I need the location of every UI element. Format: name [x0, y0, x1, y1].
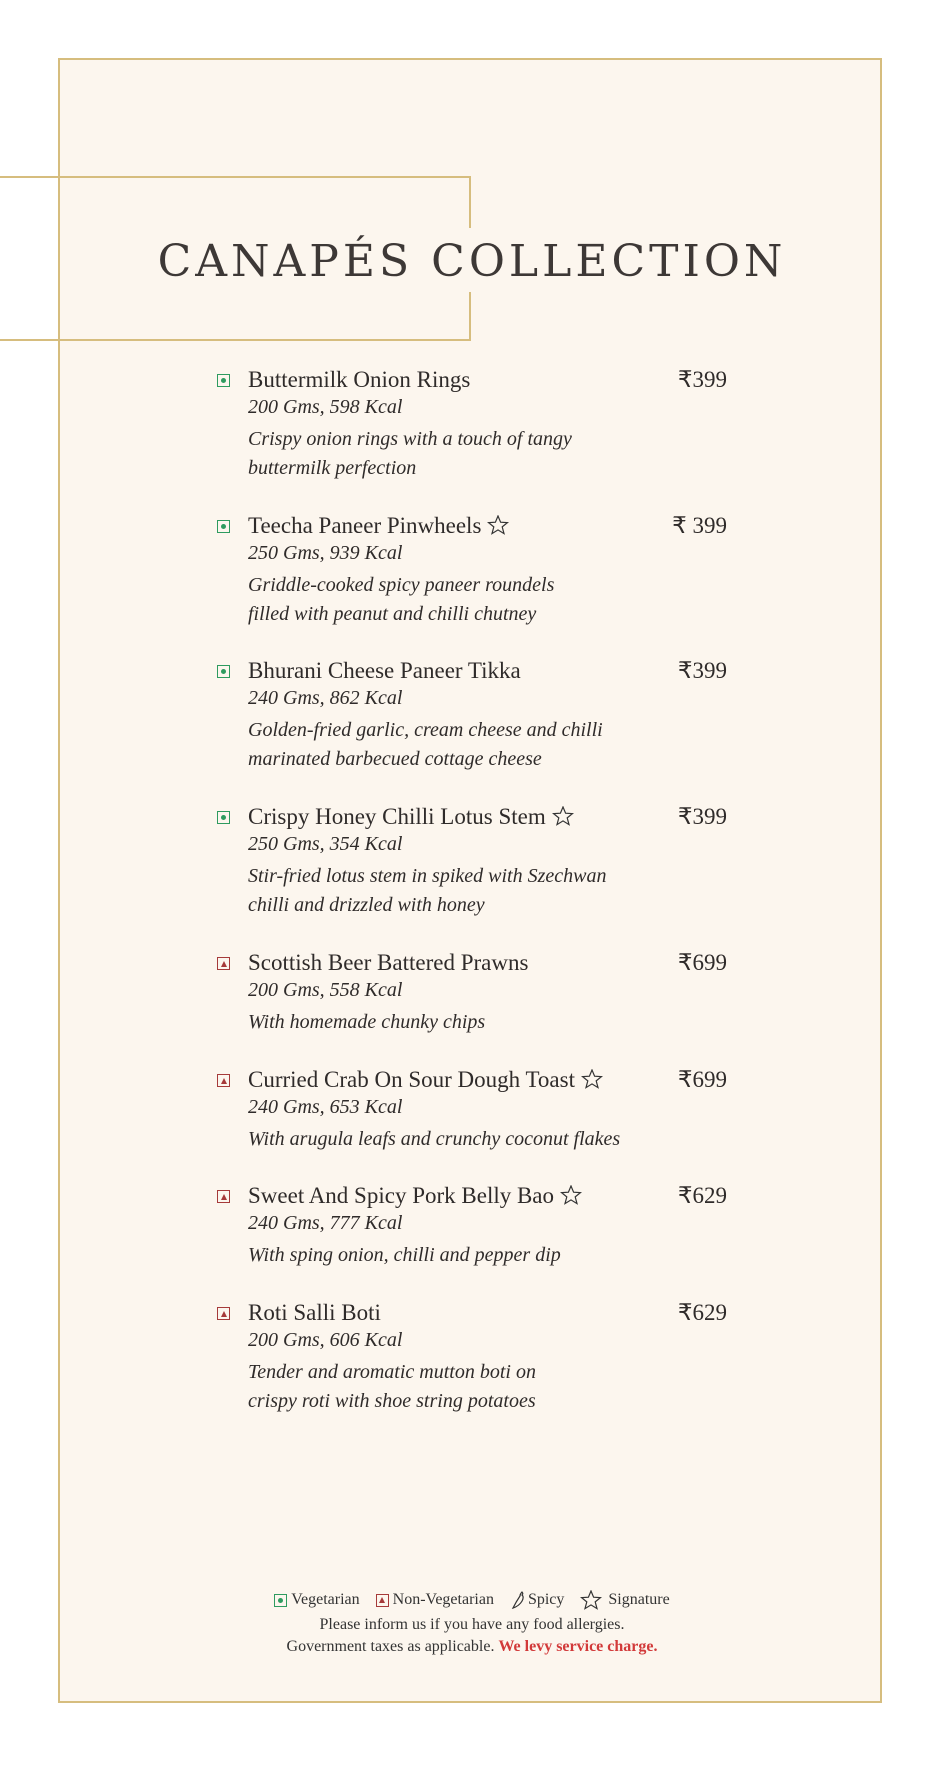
item-description-line-1: Crispy onion rings with a touch of tangy: [248, 428, 572, 450]
legend: [0, 1590, 944, 1656]
item-weight-calories: 200 Gms, 606 Kcal: [248, 1329, 403, 1351]
item-description: [248, 716, 603, 774]
item-weight-calories: 240 Gms, 862 Kcal: [248, 687, 403, 709]
item-price: ₹699: [677, 950, 727, 975]
item-description-line-1: With homemade chunky chips: [248, 1011, 486, 1033]
item-name: [248, 1067, 603, 1093]
allergy-note: Please inform us if you have any food allergies.: [319, 1616, 625, 1633]
item-description: [248, 862, 606, 920]
veg-dot-icon: [217, 811, 230, 824]
item-name: [248, 804, 574, 830]
star-outline-icon: [580, 1590, 602, 1610]
item-price: ₹629: [677, 1300, 727, 1325]
item-name-text: Scottish Beer Battered Prawns: [248, 950, 529, 975]
veg-dot-icon: [217, 374, 230, 387]
item-name-text: Curried Crab On Sour Dough Toast: [248, 1067, 575, 1092]
item-weight-calories: 250 Gms, 354 Kcal: [248, 833, 403, 855]
veg-dot-icon: [274, 1594, 287, 1607]
frame-line-top: [0, 176, 471, 178]
item-name-text: Bhurani Cheese Paneer Tikka: [248, 658, 521, 683]
service-charge-text: We levy service charge.: [498, 1638, 658, 1655]
nonveg-triangle-icon: [217, 1074, 230, 1087]
legend-veg: [274, 1591, 359, 1609]
star-outline-icon: [581, 1069, 603, 1089]
item-name-text: Crispy Honey Chilli Lotus Stem: [248, 804, 546, 829]
item-price: ₹629: [677, 1183, 727, 1208]
item-description-line-2: chilli and drizzled with honey: [248, 894, 485, 916]
legend-spicy: [510, 1590, 564, 1610]
item-description-line-2: filled with peanut and chilli chutney: [248, 603, 537, 625]
item-name: [248, 950, 528, 976]
item-description-line-1: Griddle-cooked spicy paneer roundels: [248, 574, 555, 596]
veg-dot-icon: [217, 665, 230, 678]
star-outline-icon: [552, 806, 574, 826]
chilli-icon: [510, 1590, 528, 1610]
frame-line-bottom: [0, 339, 471, 341]
nonveg-triangle-icon: [376, 1594, 389, 1607]
item-name-text: Buttermilk Onion Rings: [248, 367, 471, 392]
legend-row: [0, 1590, 944, 1610]
legend-veg-label: Vegetarian: [291, 1591, 360, 1608]
item-weight-calories: 200 Gms, 558 Kcal: [248, 979, 403, 1001]
item-name: [248, 1183, 582, 1209]
item-description: [248, 1358, 536, 1416]
item-description: [248, 425, 572, 483]
item-price: ₹399: [677, 658, 727, 683]
item-description: [248, 571, 554, 629]
item-name: [248, 367, 470, 393]
nonveg-triangle-icon: [217, 957, 230, 970]
item-name: [248, 513, 509, 539]
item-name: [248, 658, 521, 684]
frame-line-right-bottom: [469, 292, 471, 341]
item-weight-calories: 200 Gms, 598 Kcal: [248, 396, 403, 418]
item-description-line-1: Stir-fried lotus stem in spiked with Szechwan: [248, 865, 607, 887]
item-description-line-1: With arugula leafs and crunchy coconut flakes: [248, 1128, 621, 1150]
legend-signature-label: Signature: [608, 1591, 670, 1608]
star-outline-icon: [560, 1185, 582, 1205]
item-name: [248, 1300, 381, 1326]
frame-line-right-top: [469, 176, 471, 228]
item-name-text: Teecha Paneer Pinwheels: [248, 513, 482, 538]
legend-nonveg: [376, 1591, 494, 1609]
veg-dot-icon: [217, 520, 230, 533]
item-description-line-1: Tender and aromatic mutton boti on: [248, 1361, 536, 1383]
item-description: [248, 1008, 485, 1037]
legend-spicy-label: Spicy: [527, 1591, 565, 1608]
item-price: ₹699: [677, 1067, 727, 1092]
item-price: ₹399: [677, 367, 727, 392]
legend-signature: [580, 1590, 669, 1610]
item-weight-calories: 240 Gms, 777 Kcal: [248, 1212, 403, 1234]
legend-nonveg-label: Non-Vegetarian: [392, 1591, 494, 1608]
item-description-line-2: crispy roti with shoe string potatoes: [248, 1390, 536, 1412]
item-name-text: Roti Salli Boti: [248, 1300, 381, 1325]
item-weight-calories: 250 Gms, 939 Kcal: [248, 542, 403, 564]
item-description-line-1: Golden-fried garlic, cream cheese and chilli: [248, 719, 603, 741]
item-price: ₹399: [677, 804, 727, 829]
item-description-line-2: marinated barbecued cottage cheese: [248, 748, 542, 770]
nonveg-triangle-icon: [217, 1190, 230, 1203]
item-price: ₹ 399: [672, 513, 727, 538]
star-outline-icon: [487, 515, 509, 535]
page-title: CANAPÉS COLLECTION: [157, 236, 787, 287]
item-description: [248, 1125, 620, 1154]
item-name-text: Sweet And Spicy Pork Belly Bao: [248, 1183, 555, 1208]
item-description-line-2: buttermilk perfection: [248, 457, 417, 479]
item-weight-calories: 240 Gms, 653 Kcal: [248, 1096, 403, 1118]
item-description: [248, 1241, 561, 1270]
nonveg-triangle-icon: [217, 1307, 230, 1320]
tax-text: Government taxes as applicable.: [286, 1638, 495, 1655]
item-description-line-1: With sping onion, chilli and pepper dip: [248, 1244, 561, 1266]
tax-note: [0, 1638, 944, 1656]
